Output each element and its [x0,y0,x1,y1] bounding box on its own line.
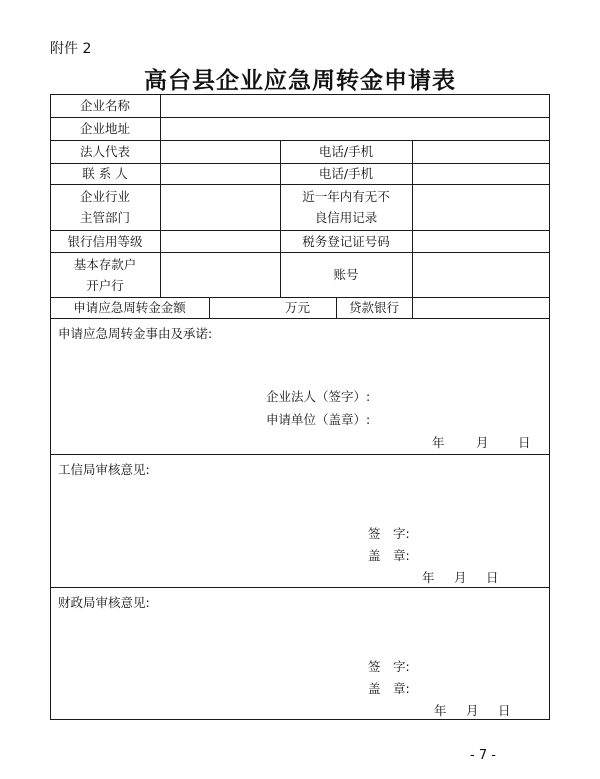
finance-seal-label: 盖 章: [368,681,410,696]
industry-year-label: 年 [422,570,435,585]
industry-month-label: 月 [454,570,467,585]
deposit-label-line1: 基本存款户 [73,256,137,272]
company-name-label: 企业名称 [79,98,130,113]
reason-year-label: 年 [432,435,445,450]
industry-seal-label: 盖 章: [368,548,410,563]
industry-sign-label: 签 字: [368,526,410,541]
page-title: 高台县企业应急周转金申请表 [144,67,456,94]
reason-day-label: 日 [518,435,531,450]
contact-phone-label: 电话/手机 [318,166,374,181]
finance-year-label: 年 [434,703,447,718]
credit-record-label [280,184,412,230]
col-divider [412,140,413,297]
company-address-label: 企业地址 [79,121,130,136]
contact-label: 联 系 人 [82,166,128,181]
legal-rep-label: 法人代表 [79,144,130,159]
row-divider [50,318,550,319]
finance-month-label: 月 [466,703,479,718]
loan-bank-label: 贷款银行 [348,300,399,315]
attachment-label: 附件 2 [50,41,92,57]
phone-label: 电话/手机 [318,144,374,159]
credit-label-line1: 近一年内有无不 [302,189,390,204]
col-divider [412,297,413,318]
page-number: - 7 - [470,748,496,763]
finance-day-label: 日 [498,703,511,718]
tax-reg-label: 税务登记证号码 [302,233,390,249]
legal-signature-label: 企业法人（签字）: [266,389,371,404]
industry-dept-label [50,184,160,230]
account-label: 账号 [333,267,359,282]
reason-month-label: 月 [476,435,489,450]
unit-seal-label: 申请单位（盖章）: [266,412,371,427]
finance-sign-label: 签 字: [368,659,410,674]
finance-review-heading: 财政局审核意见: [58,595,150,610]
deposit-bank-label [50,252,160,297]
col-divider [160,94,161,297]
credit-label-line2: 良信用记录 [314,210,378,225]
amount-unit: 万元 [284,300,310,315]
amount-label: 申请应急周转金金额 [73,300,186,315]
bank-rating-label: 银行信用等级 [67,233,143,249]
form-border-right [549,94,550,720]
row-divider [50,587,550,588]
industry-label-line2: 主管部门 [79,210,130,225]
reason-heading: 申请应急周转金事由及承诺: [58,326,213,341]
deposit-label-line2: 开户行 [86,277,124,293]
industry-day-label: 日 [486,570,499,585]
industry-review-heading: 工信局审核意见: [58,462,150,477]
industry-label-line1: 企业行业 [79,189,130,204]
application-form [50,94,550,720]
form-border-bottom [50,719,550,720]
row-divider [50,454,550,455]
